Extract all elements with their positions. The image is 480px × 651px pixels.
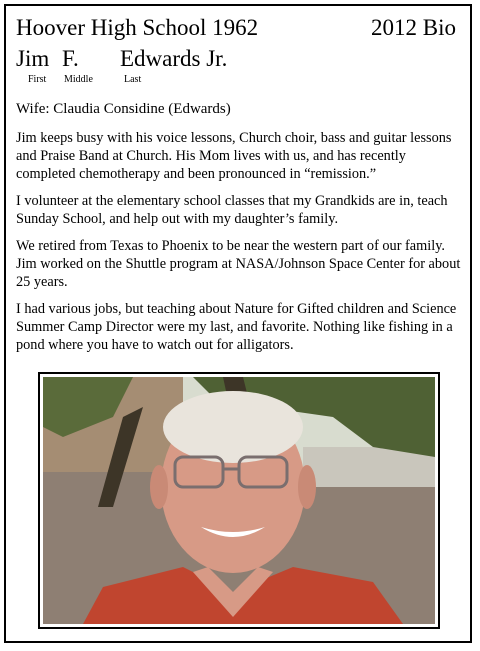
bio-page [4, 4, 472, 643]
page-header [16, 14, 456, 42]
last-name: Edwards Jr. [120, 46, 228, 71]
paragraph: Jim keeps busy with his voice lessons, Church choir, bass and guitar lessons and Praise Band at Church. His Mom lives with us, and has recently completed chemotherapy and been pronounced in “remission.” [16, 130, 452, 182]
wife-line: Wife: Claudia Considine (Edwards) [16, 101, 231, 117]
bio-year-label: 2012 Bio [371, 15, 456, 40]
paragraph: I had various jobs, but teaching about Nature for Gifted children and Science Summer Camp Director were my last, and favorite. Nothing like fishing in a pond where you have to watch out for alligators. [16, 301, 457, 353]
last-caption: Last [124, 74, 142, 85]
first-name: Jim [16, 46, 50, 71]
school-title: Hoover High School 1962 [16, 15, 259, 40]
paragraph: I volunteer at the elementary school classes that my Grandkids are in, teach Sunday School, and help out with my daughter’s family. [16, 193, 448, 227]
middle-initial: F. [62, 46, 79, 71]
portrait-photo [43, 377, 435, 624]
first-caption: First [28, 74, 47, 85]
paragraph: We retired from Texas to Phoenix to be near the western part of our family. Jim worked on the Shuttle program at NASA/Johnson Space Center for about 25 years. [16, 238, 461, 290]
portrait-illustration [43, 377, 435, 624]
photo-frame [38, 372, 440, 629]
middle-caption: Middle [64, 74, 93, 85]
bio-text [16, 129, 462, 363]
